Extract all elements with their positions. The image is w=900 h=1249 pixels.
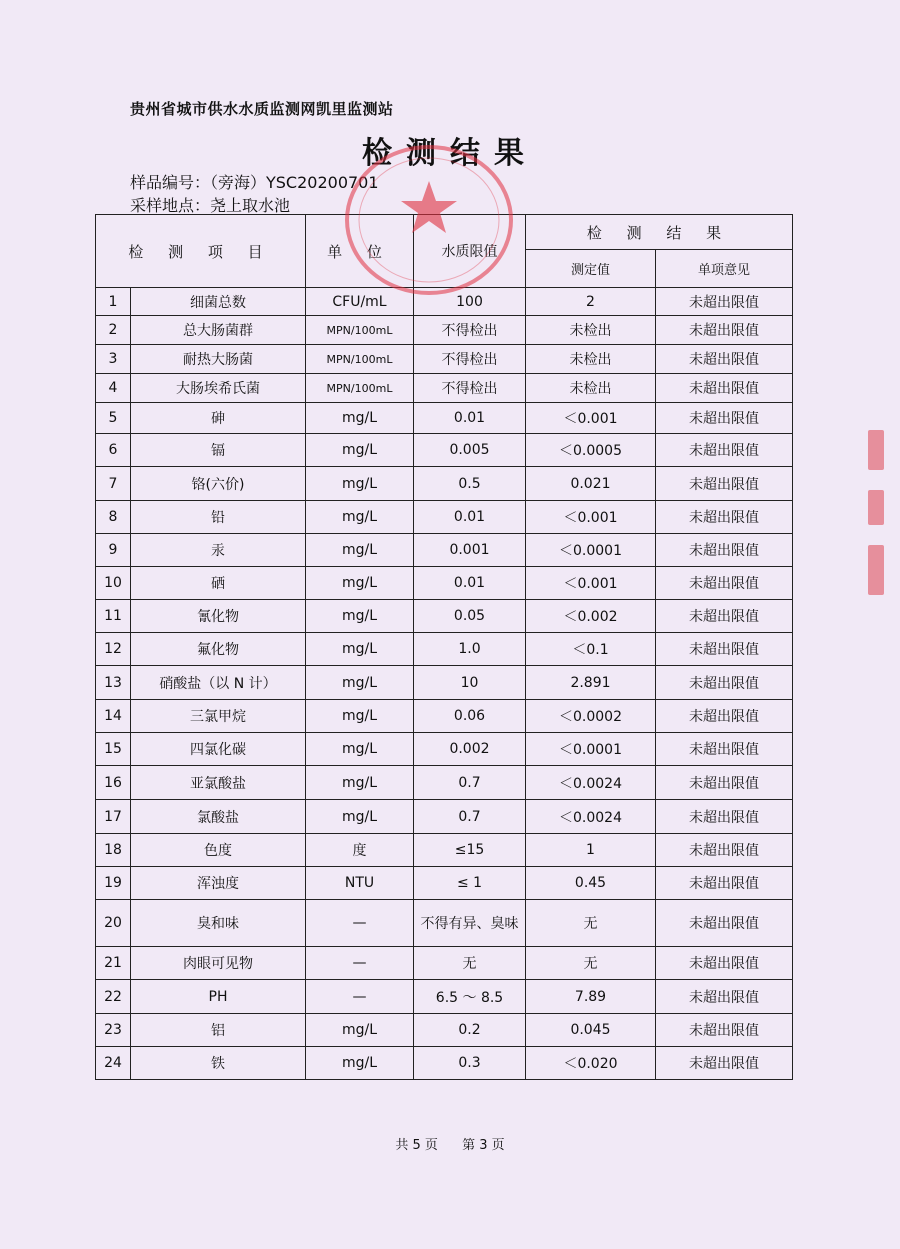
row-measured-value: ＜0.001 [526, 501, 656, 534]
row-item: 铬(六价) [131, 467, 306, 501]
row-measured-value: ＜0.0002 [526, 700, 656, 733]
document-title: 检测结果 [362, 136, 538, 171]
page-footer [0, 1134, 900, 1153]
table-row [96, 733, 793, 766]
row-item: 砷 [131, 403, 306, 434]
row-item: 色度 [131, 834, 306, 867]
row-number: 14 [96, 700, 131, 733]
row-measured-value: 2.891 [526, 666, 656, 700]
table-row [96, 288, 793, 316]
row-unit: mg/L [306, 567, 414, 600]
row-unit: mg/L [306, 766, 414, 800]
row-unit: mg/L [306, 534, 414, 567]
row-measured-value: 0.45 [526, 867, 656, 900]
row-measured-value: ＜0.020 [526, 1047, 656, 1080]
row-opinion: 未超出限值 [656, 800, 793, 834]
row-number: 19 [96, 867, 131, 900]
row-unit: mg/L [306, 467, 414, 501]
row-measured-value: ＜0.0001 [526, 534, 656, 567]
row-unit: mg/L [306, 501, 414, 534]
row-opinion: 未超出限值 [656, 633, 793, 666]
results-table [95, 214, 793, 1080]
sample-number: 样品编号：（旁海）YSC20200701 [130, 173, 379, 192]
row-item: 耐热大肠菌 [131, 345, 306, 374]
row-number: 23 [96, 1014, 131, 1047]
row-opinion: 未超出限值 [656, 700, 793, 733]
row-limit: ≤15 [414, 834, 526, 867]
row-number: 24 [96, 1047, 131, 1080]
row-item: 四氯化碳 [131, 733, 306, 766]
table-row [96, 800, 793, 834]
row-limit: 100 [414, 288, 526, 316]
current-page: 第 3 页 [462, 1138, 505, 1153]
total-pages: 共 5 页 [395, 1138, 438, 1153]
row-item: 亚氯酸盐 [131, 766, 306, 800]
header-limit: 水质限值 [414, 215, 526, 288]
table-row [96, 666, 793, 700]
row-measured-value: ＜0.0005 [526, 434, 656, 467]
row-opinion: 未超出限值 [656, 947, 793, 980]
row-item: PH [131, 980, 306, 1014]
table-row [96, 316, 793, 345]
row-number: 10 [96, 567, 131, 600]
header-result-group: 检 测 结 果 [526, 215, 793, 250]
row-item: 汞 [131, 534, 306, 567]
table-body [96, 288, 793, 1080]
row-number: 12 [96, 633, 131, 666]
table-row [96, 600, 793, 633]
header-unit: 单 位 [306, 215, 414, 288]
row-opinion: 未超出限值 [656, 980, 793, 1014]
row-limit: 0.01 [414, 501, 526, 534]
row-limit: 不得检出 [414, 316, 526, 345]
row-number: 2 [96, 316, 131, 345]
table-row [96, 567, 793, 600]
row-limit: 不得检出 [414, 345, 526, 374]
sampling-site: 采样地点：尧上取水池 [130, 196, 291, 215]
seal-edge-mark [868, 545, 884, 595]
row-opinion: 未超出限值 [656, 1047, 793, 1080]
table-row [96, 501, 793, 534]
row-number: 5 [96, 403, 131, 434]
table-row [96, 403, 793, 434]
row-measured-value: 0.021 [526, 467, 656, 501]
row-unit: mg/L [306, 800, 414, 834]
row-unit: mg/L [306, 1014, 414, 1047]
table-row [96, 467, 793, 501]
seal-edge-mark [868, 490, 884, 525]
row-measured-value: 2 [526, 288, 656, 316]
row-opinion: 未超出限值 [656, 467, 793, 501]
row-number: 13 [96, 666, 131, 700]
row-measured-value: ＜0.001 [526, 403, 656, 434]
row-number: 1 [96, 288, 131, 316]
row-opinion: 未超出限值 [656, 766, 793, 800]
row-limit: 0.001 [414, 534, 526, 567]
row-opinion: 未超出限值 [656, 316, 793, 345]
row-number: 7 [96, 467, 131, 501]
organization-name: 贵州省城市供水水质监测网凯里监测站 [130, 100, 394, 118]
table-row [96, 900, 793, 947]
row-limit: 10 [414, 666, 526, 700]
row-item: 铝 [131, 1014, 306, 1047]
row-opinion: 未超出限值 [656, 567, 793, 600]
table-row [96, 980, 793, 1014]
row-opinion: 未超出限值 [656, 434, 793, 467]
row-limit: 6.5 ～ 8.5 [414, 980, 526, 1014]
table-row [96, 633, 793, 666]
row-opinion: 未超出限值 [656, 600, 793, 633]
row-item: 硝酸盐（以 N 计） [131, 666, 306, 700]
row-unit: CFU/mL [306, 288, 414, 316]
row-item: 镉 [131, 434, 306, 467]
row-item: 铁 [131, 1047, 306, 1080]
row-item: 大肠埃希氏菌 [131, 374, 306, 403]
header-measured: 测定值 [526, 250, 656, 288]
row-item: 细菌总数 [131, 288, 306, 316]
row-measured-value: 无 [526, 900, 656, 947]
row-limit: 0.01 [414, 403, 526, 434]
table-row [96, 1047, 793, 1080]
table-row [96, 834, 793, 867]
row-opinion: 未超出限值 [656, 288, 793, 316]
row-item: 氯酸盐 [131, 800, 306, 834]
row-item: 铅 [131, 501, 306, 534]
row-unit: — [306, 947, 414, 980]
row-unit: MPN/100mL [306, 374, 414, 403]
row-item: 总大肠菌群 [131, 316, 306, 345]
row-unit: NTU [306, 867, 414, 900]
row-unit: MPN/100mL [306, 316, 414, 345]
row-measured-value: ＜0.001 [526, 567, 656, 600]
row-opinion: 未超出限值 [656, 403, 793, 434]
row-number: 17 [96, 800, 131, 834]
row-unit: mg/L [306, 666, 414, 700]
row-measured-value: 未检出 [526, 316, 656, 345]
row-item: 氰化物 [131, 600, 306, 633]
row-item: 硒 [131, 567, 306, 600]
row-item: 臭和味 [131, 900, 306, 947]
row-unit: mg/L [306, 700, 414, 733]
row-unit: mg/L [306, 434, 414, 467]
row-measured-value: 1 [526, 834, 656, 867]
row-number: 20 [96, 900, 131, 947]
row-measured-value: 无 [526, 947, 656, 980]
row-limit: 0.002 [414, 733, 526, 766]
row-limit: 0.5 [414, 467, 526, 501]
table-row [96, 345, 793, 374]
row-limit: 0.005 [414, 434, 526, 467]
table-row [96, 947, 793, 980]
row-opinion: 未超出限值 [656, 1014, 793, 1047]
row-measured-value: ＜0.0024 [526, 800, 656, 834]
row-opinion: 未超出限值 [656, 345, 793, 374]
row-opinion: 未超出限值 [656, 867, 793, 900]
row-number: 3 [96, 345, 131, 374]
row-opinion: 未超出限值 [656, 534, 793, 567]
row-opinion: 未超出限值 [656, 900, 793, 947]
row-number: 15 [96, 733, 131, 766]
row-unit: — [306, 980, 414, 1014]
row-measured-value: ＜0.0024 [526, 766, 656, 800]
row-measured-value: 0.045 [526, 1014, 656, 1047]
row-measured-value: 未检出 [526, 374, 656, 403]
row-measured-value: ＜0.002 [526, 600, 656, 633]
header-item: 检 测 项 目 [96, 215, 306, 288]
row-unit: MPN/100mL [306, 345, 414, 374]
row-number: 6 [96, 434, 131, 467]
table-row [96, 867, 793, 900]
row-item: 氟化物 [131, 633, 306, 666]
row-limit: 0.7 [414, 800, 526, 834]
table-row [96, 1014, 793, 1047]
table-row [96, 534, 793, 567]
row-measured-value: ＜0.0001 [526, 733, 656, 766]
row-number: 8 [96, 501, 131, 534]
row-limit: ≤ 1 [414, 867, 526, 900]
seal-edge-mark [868, 430, 884, 470]
row-number: 4 [96, 374, 131, 403]
row-number: 22 [96, 980, 131, 1014]
row-unit: mg/L [306, 600, 414, 633]
table-row [96, 700, 793, 733]
row-limit: 0.7 [414, 766, 526, 800]
row-unit: mg/L [306, 633, 414, 666]
row-limit: 0.06 [414, 700, 526, 733]
row-measured-value: 未检出 [526, 345, 656, 374]
row-number: 18 [96, 834, 131, 867]
row-item: 三氯甲烷 [131, 700, 306, 733]
row-limit: 1.0 [414, 633, 526, 666]
row-limit: 无 [414, 947, 526, 980]
row-limit: 0.01 [414, 567, 526, 600]
row-measured-value: ＜0.1 [526, 633, 656, 666]
row-opinion: 未超出限值 [656, 733, 793, 766]
row-unit: mg/L [306, 733, 414, 766]
row-number: 16 [96, 766, 131, 800]
row-opinion: 未超出限值 [656, 834, 793, 867]
row-limit: 不得检出 [414, 374, 526, 403]
row-unit: — [306, 900, 414, 947]
row-unit: mg/L [306, 1047, 414, 1080]
table-row [96, 374, 793, 403]
row-opinion: 未超出限值 [656, 666, 793, 700]
header-opinion: 单项意见 [656, 250, 793, 288]
row-item: 浑浊度 [131, 867, 306, 900]
row-limit: 0.05 [414, 600, 526, 633]
row-number: 11 [96, 600, 131, 633]
row-unit: mg/L [306, 403, 414, 434]
table-row [96, 434, 793, 467]
row-limit: 0.3 [414, 1047, 526, 1080]
row-measured-value: 7.89 [526, 980, 656, 1014]
row-limit: 0.2 [414, 1014, 526, 1047]
table-row [96, 766, 793, 800]
row-opinion: 未超出限值 [656, 501, 793, 534]
row-unit: 度 [306, 834, 414, 867]
row-item: 肉眼可见物 [131, 947, 306, 980]
row-limit: 不得有异、臭味 [414, 900, 526, 947]
row-number: 21 [96, 947, 131, 980]
row-opinion: 未超出限值 [656, 374, 793, 403]
row-number: 9 [96, 534, 131, 567]
